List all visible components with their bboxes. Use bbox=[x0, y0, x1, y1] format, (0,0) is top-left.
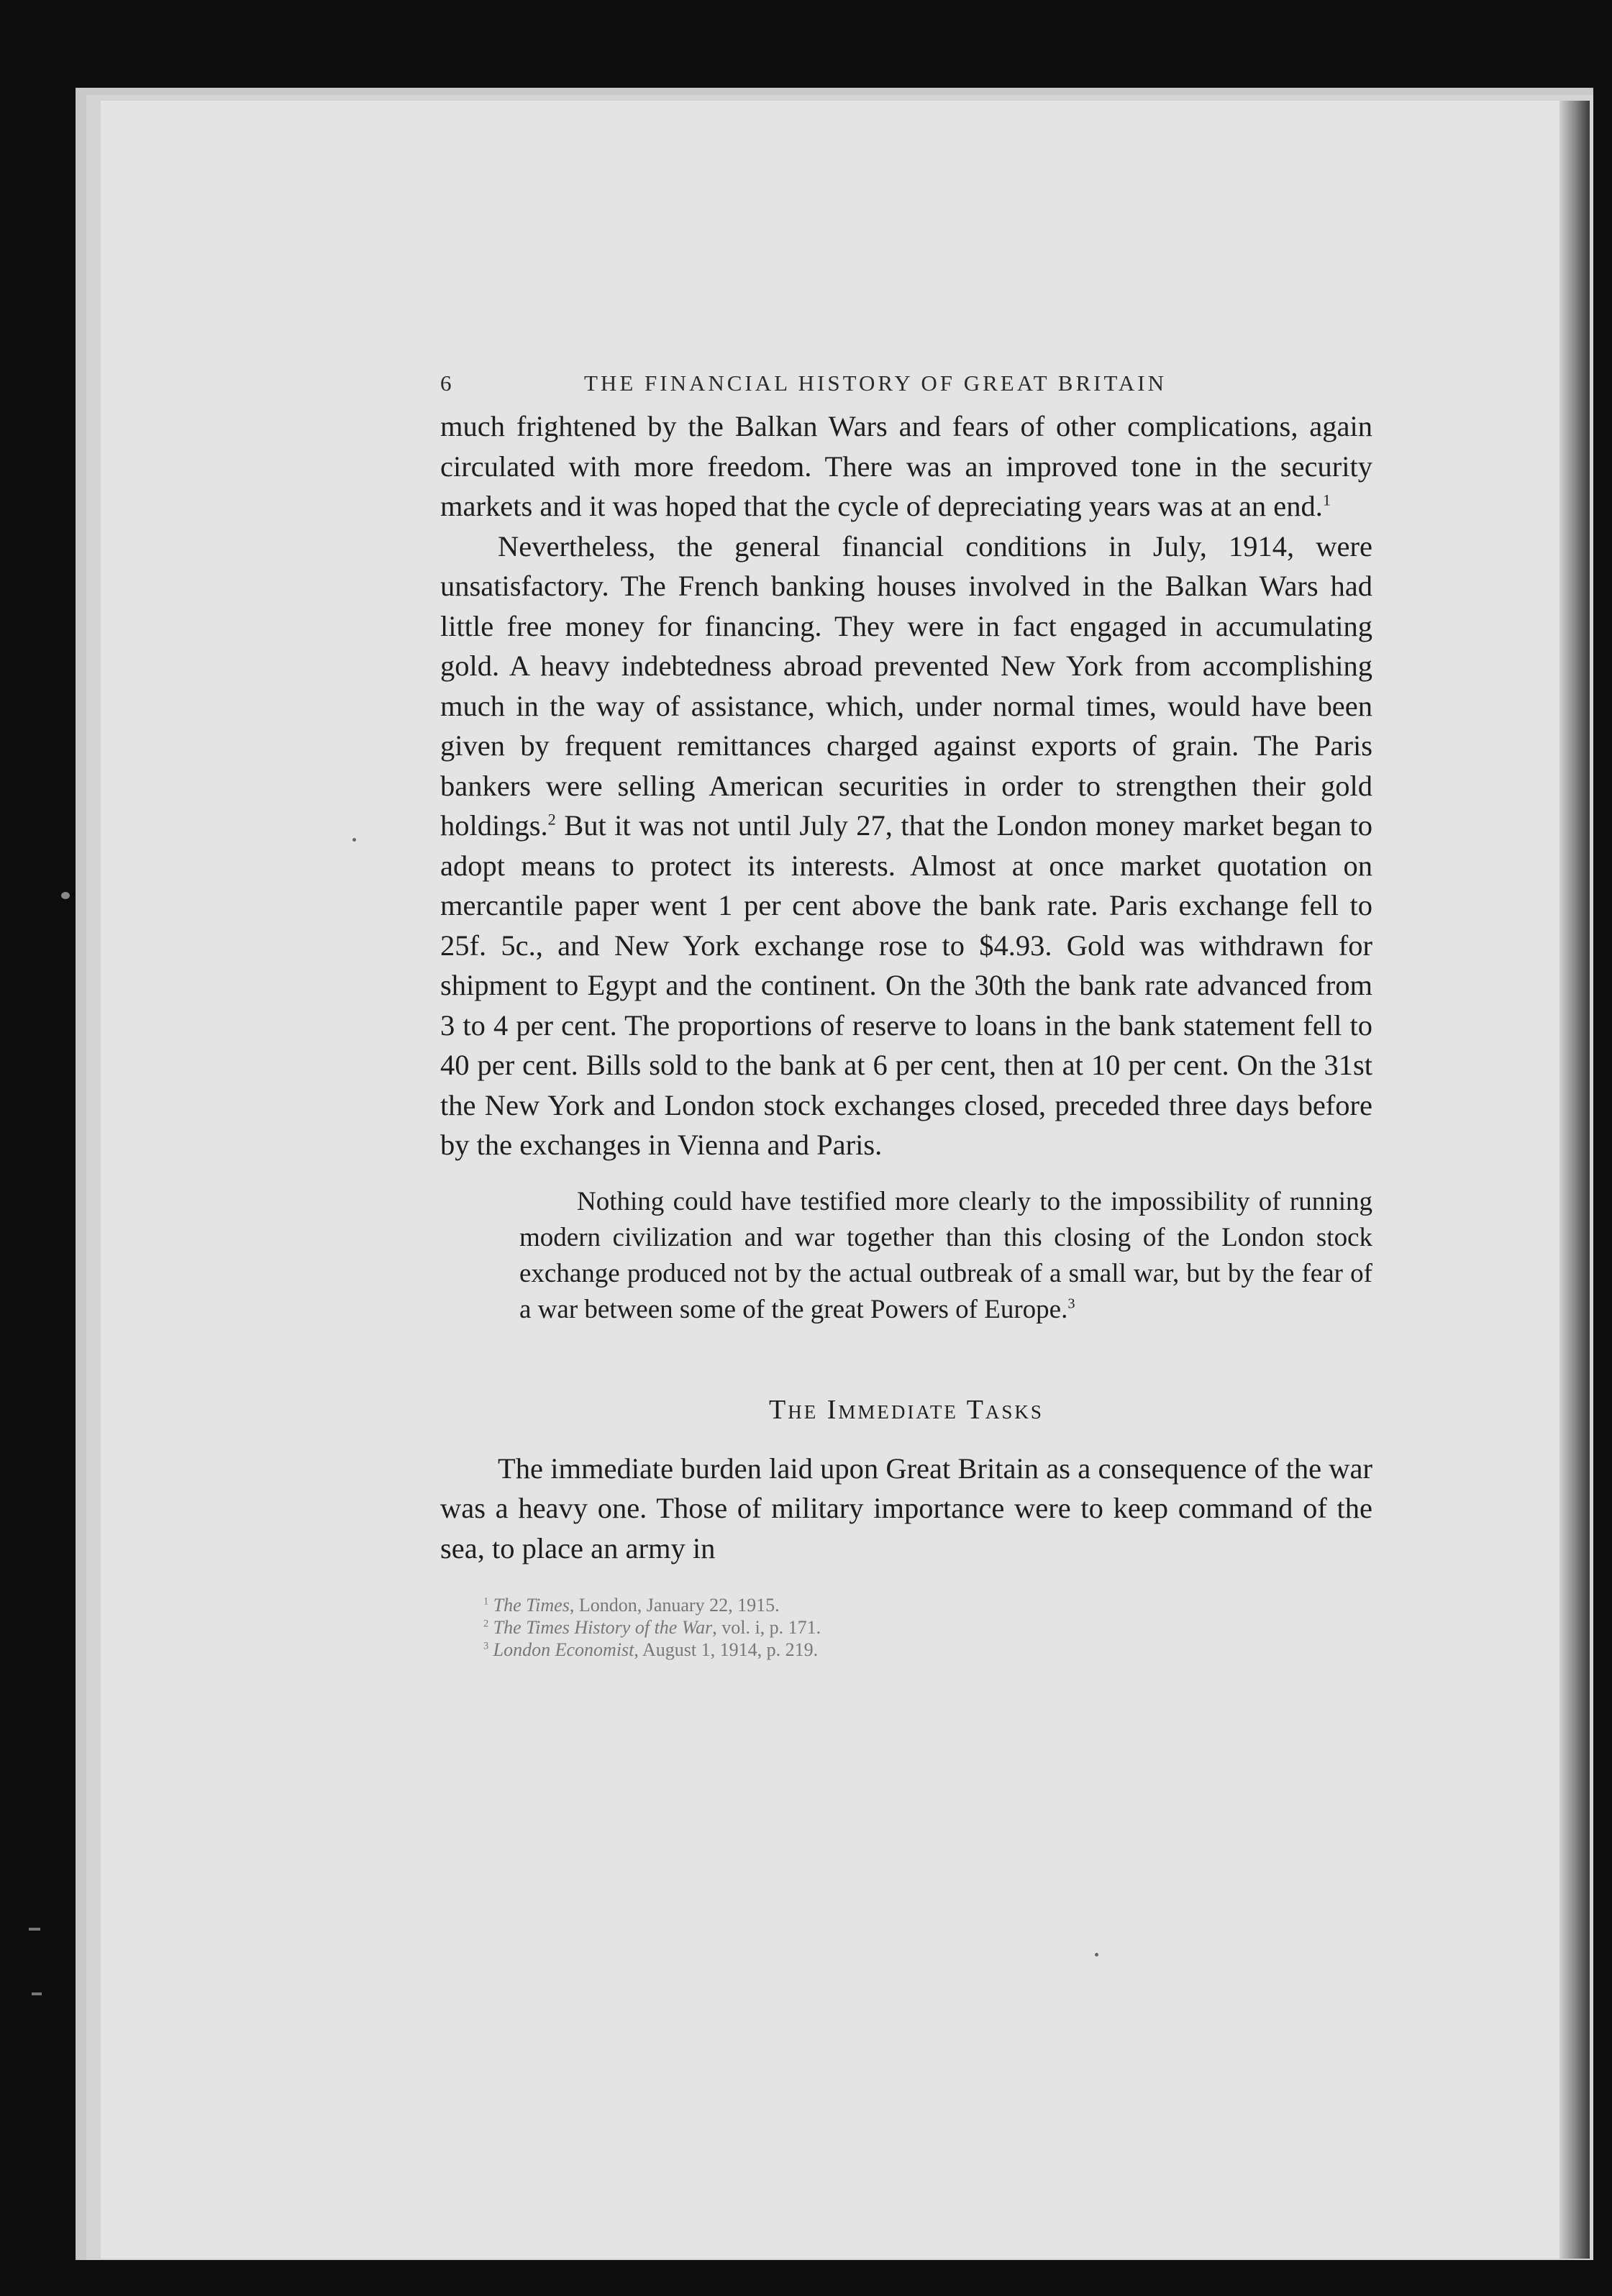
page-number: 6 bbox=[440, 370, 455, 396]
body-paragraph bbox=[440, 406, 1372, 527]
body-paragraph bbox=[440, 1449, 1372, 1569]
footnote-detail: , London, January 22, 1915. bbox=[569, 1595, 780, 1616]
footnote-mark: 3 bbox=[483, 1640, 489, 1652]
footnote-mark: 1 bbox=[483, 1595, 489, 1608]
footnote-mark: 2 bbox=[483, 1618, 489, 1630]
footnote-item bbox=[483, 1616, 1372, 1639]
scan-artifact-mark bbox=[29, 1928, 40, 1931]
footnote-source: The Times bbox=[493, 1595, 570, 1616]
footnotes bbox=[483, 1594, 1372, 1661]
book-binding-edge bbox=[1559, 101, 1590, 2259]
running-title: THE FINANCIAL HISTORY OF GREAT BRITAIN bbox=[584, 370, 1167, 396]
scan-artifact-mark bbox=[32, 1992, 42, 1995]
paragraph-text: The immediate burden laid upon Great Britain as a consequence of the war was a heavy one. Those of military importance were to keep command of the sea, to place an army in bbox=[440, 1452, 1372, 1564]
section-heading: The Immediate Tasks bbox=[769, 1394, 1044, 1425]
scan-speck bbox=[1095, 1953, 1098, 1956]
footnote-detail: , vol. i, p. 171. bbox=[712, 1617, 821, 1638]
footnote-detail: , August 1, 1914, p. 219. bbox=[634, 1639, 819, 1660]
footnote-item bbox=[483, 1594, 1372, 1616]
body-paragraph bbox=[440, 527, 1372, 1165]
running-head bbox=[440, 363, 1372, 406]
paragraph-text: much frightened by the Balkan Wars and fears of other complications, again circulated with more freedom. There was an improved tone in the security markets and it was hoped that the cycle of depreciating years was at an end. bbox=[440, 410, 1372, 522]
block-quote bbox=[519, 1184, 1372, 1328]
footnote-reference: 3 bbox=[1067, 1295, 1075, 1312]
footnote-reference: 2 bbox=[547, 810, 556, 829]
quote-text: Nothing could have testified more clearly to the impossibility of running modern civilization and war together than this closing of the London stock exchange produced not by the actual outbreak of a small war, but by the fear of a war between some of the great Powers of Europe. bbox=[519, 1186, 1372, 1324]
footnote-source: The Times History of the War bbox=[493, 1617, 713, 1638]
paragraph-text: Nevertheless, the general financial conditions in July, 1914, were unsatisfactory. The French banking houses involved in the Balkan Wars had little free money for financing. They were in fact engaged in accumulating gold. A heavy indebtedness abroad prevented New York from accomplishing much in the way of assistance, which, under normal times, would have been given by frequent remittances charged against exports of grain. The Paris bankers were selling American securities in order to strengthen their gold holdings. bbox=[440, 529, 1372, 842]
scan-speck bbox=[352, 838, 356, 842]
page-text-block bbox=[440, 363, 1372, 1661]
footnote-item bbox=[483, 1639, 1372, 1661]
scan-artifact-mark bbox=[61, 892, 70, 899]
paragraph-text: But it was not until July 27, that the London money market began to adopt means to protect its interests. Almost at once market quotation on mercantile paper went 1 per cent above the bank rate. Paris exchange fell to 25f. 5c., and New York exchange rose to $4.93. Gold was withdrawn for shipment to Egypt and the continent. On the 30th the bank rate advanced from 3 to 4 per cent. The proportions of reserve to loans in the bank statement fell to 40 per cent. Bills sold to the bank at 6 per cent, then at 10 per cent. On the 31st the New York and London stock exchanges closed, preceded three days before by the exchanges in Vienna and Paris. bbox=[440, 809, 1372, 1161]
footnote-reference: 1 bbox=[1322, 491, 1331, 509]
footnote-source: London Economist bbox=[493, 1639, 634, 1660]
